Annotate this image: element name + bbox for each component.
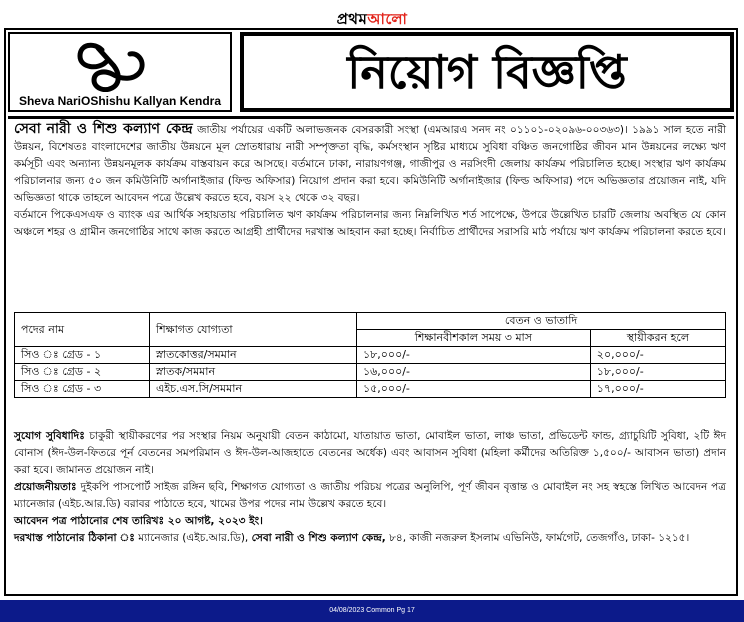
row-training-salary: ১৬,০০০/- [357, 364, 591, 381]
benefits-paragraph [14, 428, 726, 479]
header-salary: বেতন ও ভাতাদি [357, 313, 726, 330]
row-permanent-salary: ১৭,০০০/- [590, 381, 725, 398]
intro-paragraph-1: জাতীয় পর্যায়ের একটি অলাভজনক বেসরকারী সংস্থা (এমআরএ সনদ নং ০১১০১-০২০৯৬-০০৩৬৩)। ১৯৯১ সাল হতে নারী উন্নয়ন, বিশেষতঃ বাংলাদেশের জাতীয় উন্নয়নে মূল স্রোতধারায় নারী সম্পৃক্ততা বৃদ্ধি, কর্মসংস্থান সৃষ্টির মাধ্যমে সুবিধা বঞ্চিত জনগোষ্ঠির জীবন মান উন্নয়নের লক্ষ্যে ঋণ কর্মসূচী এবং অন্যান্য উন্নয়নমূলক কার্যক্রম বাস্তবায়ন করে আসছে। বর্তমানে ঢাকা, নারায়ণগঞ্জ, গাজীপুর ও নরসিংদী জেলায় কার্যক্রম পরিচালিত হচ্ছে। সংস্থার ঋণ কার্যক্রম পরিচালনার জন্য ৫০ জন কমিউনিটি অর্গানাইজার (ফিল্ড অফিসার) নিয়োগ প্রদান করা হবে। কমিউনিটি অর্গানাইজার (ফিল্ড অফিসার) পদে অভিজ্ঞতার প্রয়োজন নাই, যদি অভিজ্ঞতা থাকে তাহলে আবেদন পত্রে উল্লেখ করতে হবে, বয়স ২২ থেকে ৩২ বছর। [14, 124, 727, 204]
intro-org-name: সেবা নারী ও শিশু কল্যাণ কেন্দ্র [14, 121, 193, 137]
ad-title: নিয়োগ বিজ্ঞপ্তি [347, 45, 627, 99]
logo-box [8, 32, 232, 112]
benefits-text: চাকুরী স্থায়ীকরণের পর সংস্থার নিয়ম অনুযায়ী বেতন কাঠামো, যাতায়াত ভাতা, মোবাইল ভাতা, লাঞ্চ ভাতা, প্রভিডেন্ট ফান্ড, গ্র্যাচুয়িটি সুবিধা, ২টি ঈদ বোনাস (ঈদ-উল-ফিতরে পূর্ন বেতনের সমপরিমান ও ঈদ-উল-আজহাতে বেতনের অর্ধেক) এবং আবাসন সুবিধা (মহিলা কর্মীদের অতিরিক্ত ১,৫০০/- আবাসন ভাতা) প্রদান করা হবে। জামানত প্রয়োজন নাই। [14, 430, 726, 476]
row-post: সিও ঃ গ্রেড - ৩ [15, 381, 150, 398]
header-divider [8, 116, 734, 119]
ad-header [8, 32, 734, 114]
organization-logo-icon [58, 40, 182, 92]
table-row [15, 364, 726, 381]
newspaper-masthead [0, 0, 744, 26]
header-post: পদের নাম [15, 313, 150, 347]
row-training-salary: ১৮,০০০/- [357, 347, 591, 364]
row-post: সিও ঃ গ্রেড - ২ [15, 364, 150, 381]
header-qualification: শিক্ষাগত যোগ্যতা [150, 313, 357, 347]
deadline-text: আবেদন পত্র পাঠানোর শেষ তারিখঃ ২০ আগষ্ট, ২০২৩ ইং। [14, 515, 263, 527]
row-qualification: এইচ.এস.সি/সমমান [150, 381, 357, 398]
address-recipient: ম্যানেজার (এইচ.আর.ডি), [138, 532, 249, 544]
header-permanent: স্থায়ীকরন হলে [590, 330, 725, 347]
intro-text [14, 121, 726, 241]
footer-text: 04/08/2023 Common Pg 17 [329, 607, 415, 614]
address-paragraph [14, 530, 726, 547]
table-row [15, 347, 726, 364]
row-qualification: স্নাতকোত্তর/সমমান [150, 347, 357, 364]
row-post: সিও ঃ গ্রেড - ১ [15, 347, 150, 364]
title-box [240, 32, 734, 112]
footer-bar [0, 600, 744, 622]
requirements-label: প্রয়োজনীয়তাঃ [14, 481, 77, 493]
address-location: ৮৪, কাজী নজরুল ইসলাম এভিনিউ, ফার্মগেট, তেজগাঁও, ঢাকা- ১২১৫। [389, 532, 690, 544]
masthead-part2: আলো [367, 10, 408, 28]
row-training-salary: ১৫,০০০/- [357, 381, 591, 398]
row-permanent-salary: ২০,০০০/- [590, 347, 725, 364]
requirements-paragraph [14, 479, 726, 513]
benefits-label: সুযোগ সুবিধাদিঃ [14, 430, 85, 442]
header-training-period: শিক্ষানবীশকাল সময় ৩ মাস [357, 330, 591, 347]
table-row [15, 381, 726, 398]
table-header-row [15, 313, 726, 330]
address-org-name: সেবা নারী ও শিশু কল্যাণ কেন্দ্র, [251, 532, 386, 544]
requirements-text: দুইকপি পাসপোর্ট সাইজ রঙ্গিন ছবি, শিক্ষাগত যোগ্যতা ও জাতীয় পরিচয় পত্রের অনুলিপি, পূর্ণ জীবন বৃত্তান্ত ও মোবাইল নং সহ স্বহস্তে লিখিত আবেদন পত্র ম্যানেজার (এইচ.আর.ডি) বরাবর পাঠাতে হবে, খামের উপর পদের নাম উল্লেখ করতে হবে। [14, 481, 726, 510]
masthead-part1: প্রথম [336, 10, 368, 28]
intro-paragraph-2: বর্তমানে পিকেএসএফ ও ব্যাংক এর আর্থিক সহায়তায় পরিচালিত ঋণ কার্যক্রম পরিচালনার জন্য নিম্নলিখিত শর্ত সাপেক্ষে, উপরে উল্লেখিত চারটি জেলায় অবস্থিত যে কোন অঞ্চলে শহর ও গ্রামীন জনগোষ্ঠির সাথে কাজ করতে আগ্রহী প্রার্থীদের দরখাস্ত আহবান করা হচ্ছে। নির্বাচিত প্রার্থীদের সরাসরি মাঠ পর্যায়ে ঋণ কার্যক্রম পরিচালনা করতে হবে। [14, 209, 726, 238]
details-section [14, 428, 726, 547]
row-permanent-salary: ১৮,০০০/- [590, 364, 725, 381]
row-qualification: স্নাতক/সমমান [150, 364, 357, 381]
organization-name-english: Sheva NariOShishu Kallyan Kendra [18, 94, 222, 108]
address-label: দরখাস্ত পাঠানোর ঠিকানা ঃ [14, 532, 135, 544]
posts-table [14, 312, 726, 398]
